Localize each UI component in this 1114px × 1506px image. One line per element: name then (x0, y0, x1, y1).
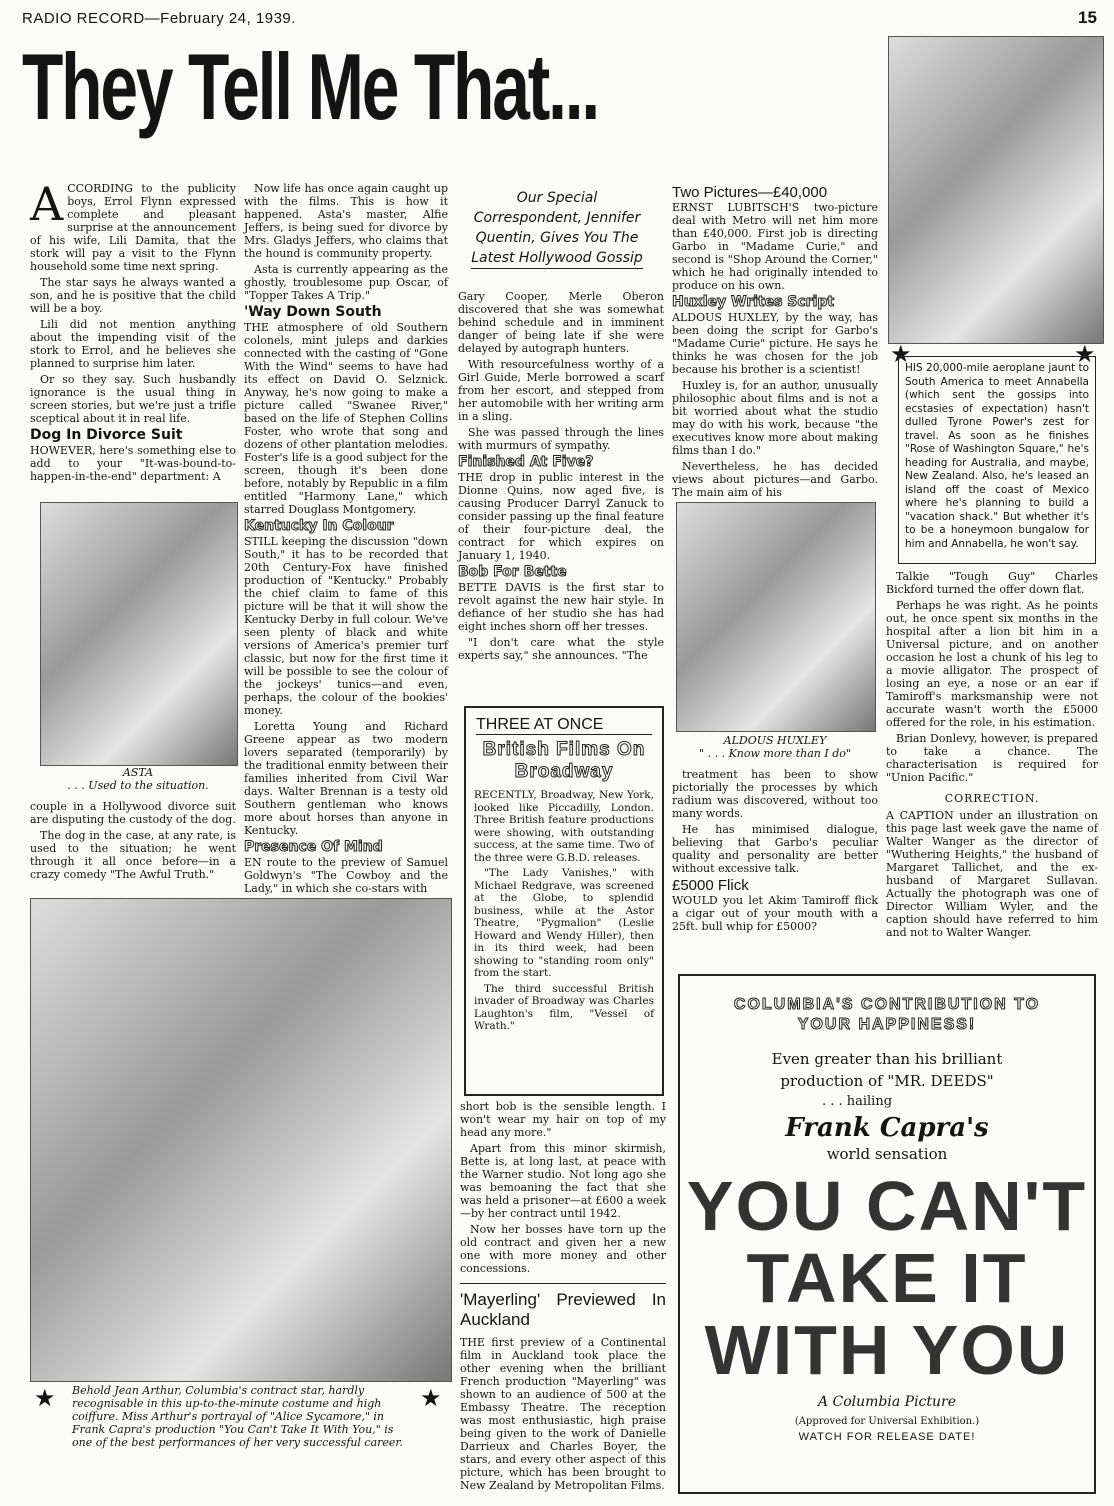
intro-line: Correspondent, Jennifer (473, 210, 641, 226)
subheading: Dog In Divorce Suit (30, 427, 183, 443)
paragraph: Talkie "Tough Guy" Charles Bickford turned the offer down flat. (886, 570, 1098, 596)
paragraph: couple in a Hollywood divorce suit are disputing the custody of the dog. (30, 800, 236, 826)
asta-caption-block (40, 766, 236, 792)
intro-line: Our Special (516, 190, 598, 206)
intro-line: Latest Hollywood Gossip (471, 248, 643, 269)
subheading: Huxley Writes Script (672, 294, 835, 310)
paragraph: "The Lady Vanishes," with Michael Redgrave, was screened at the Globe, to splendid business, while at the Astor Theatre, "Pygmalion" (Leslie Howard and Wendy Hiller), then in its third week, had been showing to "standing room only" from the start. (474, 867, 654, 979)
paragraph: A CAPTION under an illustration on this page last week gave the name of Walter Wanger as the director of "Wuthering Heights," the husband of Margaret Tallichet, and the ex-husband of Margaret Sullavan. Actually the photograph was one of Director William Wyler, and the caption should have referred to him and not to Walter Wanger. (886, 809, 1098, 939)
box-kicker: THREE AT ONCE (476, 716, 652, 735)
subheading: Kentucky In Colour (244, 518, 394, 534)
subheading: Finished At Five? (458, 454, 594, 470)
box-heading: British Films On Broadway (482, 739, 646, 782)
subheading: Presence Of Mind (244, 839, 383, 855)
ad-line: . . . hailing (821, 1094, 893, 1109)
ad-line: world sensation (826, 1145, 948, 1163)
column-3-continued (460, 1100, 666, 1495)
paragraph: Now life has once again caught up with the films. This is how it happened. Asta's master, Alfie Jeffers, is being sued for divorce by Mrs. Gladys Jeffers, who claims that the hound is community property. (244, 182, 448, 260)
paragraph: Huxley is, for an author, unusually philosophic about films and is not a bit worried about what the studio may do with his work, because "the executives know more about making films than I do." (672, 379, 878, 457)
paragraph: ALDOUS HUXLEY, by the way, has been doing the script for Garbo's "Madame Curie" picture. He says he thinks he was chosen for the job because his brother is a scientist! (672, 311, 878, 376)
page-number: 15 (1078, 8, 1097, 27)
paragraph: THE atmosphere of old Southern colonels, mint juleps and darkies connected with the casting of "Gone With the Wind" seems to have had its effect on David O. Selznick. Anyway, he's now going to make a picture called "Swanee River," based on the life of Stephen Collins Foster, who wrote that song and dozens of other plantation melodies. Foster's life is a good subject for the screen, though it's been done before, notably by Republic in a film entitled "Harmony Lane," which starred Douglass Montgomery. (244, 321, 448, 516)
star-icon: ★ (890, 340, 912, 368)
drop-cap: A (30, 177, 64, 231)
column-4-continued (672, 768, 878, 936)
masthead: They Tell Me That... (22, 34, 599, 139)
columbia-advertisement (678, 974, 1096, 1494)
paragraph: Gary Cooper, Merle Oberon discovered that she was somewhat behind schedule and in imminent danger of being late if she were delayed by autograph hunters. (458, 290, 664, 355)
column-2 (244, 182, 448, 898)
paragraph: THE first preview of a Continental film in Auckland took place the other evening when the brilliant French production "Mayerling" was shown to an audience of 500 at the Embassy Theatre. The reception was most enthusiastic, high praise being given to the work of Danielle Darrieux and Charles Boyer, the stars, and every other aspect of this picture, which has been brought to New Zealand by Metropolitan Films. (460, 1336, 666, 1492)
asta-photo (40, 502, 238, 766)
british-films-box (464, 706, 664, 1096)
paragraph: BETTE DAVIS is the first star to revolt against the new hair style. In defiance of her studio she has had eight inches shorn off her tresses. (458, 581, 664, 633)
paragraph: Nevertheless, he has decided views about pictures—and Garbo. The main aim of his (672, 460, 878, 499)
paragraph: She was passed through the lines with murmurs of sympathy. (458, 426, 664, 452)
paragraph: Brian Donlevy, however, is prepared to take a chance. The characterisation is required for "Union Pacific." (886, 732, 1098, 784)
paragraph: With resourcefulness worthy of a Girl Guide, Merle borrowed a scarf from her escort, and stepped from her automobile with her writing arm in a sling. (458, 358, 664, 423)
paragraph: STILL keeping the discussion "down South," it has to be recorded that 20th Century-Fox have finished production of "Kentucky." Probably the chief claim to fame of this picture will be that it will show the Kentucky Derby in full colour. We've seen plenty of black and white versions of America's premier turf classic, but now for the first time it will be possible to see the colour of the jockeys' tunics—and even, perhaps, the colour of the bookies' money. (244, 535, 448, 717)
paragraph: "I don't care what the style experts say," she announces. "The (458, 636, 664, 662)
tyrone-power-caption: HIS 20,000-mile aeroplane jaunt to South America to meet Annabella (which sent the gossips into ecstasies of expectation) hasn't dulled Tyrone Power's zest for travel. As soon as he finishes "Rose of Washington Square," he's heading for Australia, and maybe, New Zealand. Also, he's leased an island off the coast of Mexico where he's planning to build a "vacation shack." But whether it's to be a honeymoon bungalow for him and Annabella, he won't say. (905, 362, 1089, 550)
ad-big-title: WITH YOU (704, 1311, 1070, 1389)
jean-arthur-caption: Behold Jean Arthur, Columbia's contract star, hardly recognisable in this up-to-the-minute costume and high coiffure. Miss Arthur's portrayal of "Alice Sycamore," in Frank Capra's production "You Can't Take It With You," is one of the best performances of her very successful career. (72, 1384, 403, 1449)
paragraph: The third successful British invader of Broadway was Charles Laughton's film, "Vessel of Wrath." (474, 982, 654, 1032)
paragraph: CCORDING to the publicity boys, Errol Flynn expressed complete and pleasant surprise at the announcement of his wife, Lili Damita, that the stork will pay a visit to the Flynn household some time next spring. (30, 182, 236, 273)
box-body (466, 787, 662, 1038)
paragraph: Loretta Young and Richard Greene appear as two modern lovers separated (temporarily) by the traditional enmity between their families inherited from Civil War days. Walter Brennan is a testy old Southern gentleman who knows more about horses than anyone in Kentucky. (244, 720, 448, 837)
tyrone-power-caption-box (898, 356, 1096, 564)
tyrone-power-photo (888, 36, 1104, 344)
paragraph: ERNST LUBITSCH'S two-picture deal with Metro will net him more than £40,000. First job is directing Garbo in "Madame Curie," and second is "Shop Around the Corner," which he had originally intended to produce on his own. (672, 201, 878, 292)
publication-header: RADIO RECORD—February 24, 1939. (22, 10, 296, 27)
capra-signature: Frank Capra's (785, 1113, 989, 1143)
subheading: 'Way Down South (244, 304, 382, 320)
paragraph: Perhaps he was right. As he points out, he once spent six months in the hospital after a lion bit him in a Universal picture, and on another occasion he lost a chunk of his leg to a movie alligator. The prospect of losing an eye, a nose or an ear if Tamiroff's marksmanship were not accurate wasn't worth the £5000 offered for the role, in his estimation. (886, 599, 1098, 729)
ad-big-title: YOU CAN'T (686, 1167, 1088, 1245)
column-3 (458, 290, 664, 665)
subheading: Two Pictures—£40,000 (672, 184, 828, 201)
asta-title: ASTA (122, 766, 154, 779)
column-1 (30, 177, 236, 486)
huxley-name: ALDOUS HUXLEY (723, 734, 827, 747)
subheading: Bob For Bette (458, 564, 567, 580)
column-1-continued (30, 800, 236, 884)
paragraph: short bob is the sensible length. I won't wear my hair on top of my head any more." (460, 1100, 666, 1139)
intro-line: Quentin, Gives You The (475, 230, 639, 246)
ad-big-title: TAKE IT (746, 1239, 1028, 1317)
column-5 (886, 570, 1098, 942)
paragraph: Lili did not mention anything about the impending visit of the stork to Errol, and he believes she planned to surprise him later. (30, 318, 236, 370)
ad-approval: (Approved for Universal Exhibition.) (794, 1416, 980, 1427)
columbia-logo: A Columbia Picture (817, 1394, 957, 1410)
paragraph: treatment has been to show pictorially the processes by which radium was discovered, without too many words. (672, 768, 878, 820)
huxley-caption: " . . . Know more than I do" (699, 747, 851, 760)
paragraph: Apart from this minor skirmish, Bette is, at long last, at peace with the Warner studio. Not long ago she was bemoaning the fact that she was held a prisoner—at £600 a week—by her contract until 1942. (460, 1142, 666, 1220)
paragraph: WOULD you let Akim Tamiroff flick a cigar out of your mouth with a 25ft. bull whip for £5000? (672, 894, 878, 933)
column-4 (672, 182, 878, 502)
paragraph: The dog in the case, at any rate, is used to the situation; he went through it all once before—in a crazy comedy "The Awful Truth." (30, 829, 236, 881)
intro-box (458, 188, 656, 269)
jean-arthur-photo (30, 898, 452, 1382)
paragraph: Asta is currently appearing as the ghostly, troublesome pup Oscar, of "Topper Takes A Trip." (244, 263, 448, 302)
star-icon: ★ (34, 1384, 56, 1412)
subheading: 'Mayerling' Previewed In Auckland (460, 1283, 666, 1330)
aldous-huxley-photo (676, 502, 876, 732)
ad-line: production of "MR. DEEDS" (780, 1072, 994, 1090)
paragraph: The star says he always wanted a son, and he is positive that the child will be a boy. (30, 276, 236, 315)
star-icon: ★ (1074, 340, 1096, 368)
ad-title-line: COLUMBIA'S CONTRIBUTION TO (733, 996, 1041, 1013)
paragraph: RECENTLY, Broadway, New York, looked like Piccadilly, London. Three British feature productions were showing, with outstanding success, at the same time. Two of the three were G.B.D. releases. (474, 789, 654, 864)
huxley-caption-block (676, 734, 874, 760)
paragraph: HOWEVER, here's something else to add to your "It-was-bound-to-happen-in-the-end" department: A (30, 444, 236, 483)
correction-heading: CORRECTION. (944, 792, 1040, 805)
subheading: £5000 Flick (672, 877, 749, 894)
paragraph: EN route to the preview of Samuel Goldwyn's "The Cowboy and the Lady," in which she co-stars with (244, 856, 448, 895)
paragraph: He has minimised dialogue, believing that Garbo's peculiar quality and personality are better without excessive talk. (672, 823, 878, 875)
star-icon: ★ (420, 1384, 442, 1412)
ad-watch: WATCH FOR RELEASE DATE! (798, 1431, 976, 1443)
paragraph: Now her bosses have torn up the old contract and given her a new one with more money and other concessions. (460, 1223, 666, 1275)
paragraph: Or so they say. Such husbandly ignorance is the usual thing in screen stories, but we're just a trifle sceptical about it in real life. (30, 373, 236, 425)
paragraph: THE drop in public interest in the Dionne Quins, now aged five, is causing Producer Darryl Zanuck to consider passing up the final feature of their four-picture deal, the contract for which expires on January 1, 1940. (458, 471, 664, 562)
ad-title-line: YOUR HAPPINESS! (797, 1016, 977, 1033)
ad-line: Even greater than his brilliant (771, 1050, 1003, 1068)
asta-caption: . . . Used to the situation. (67, 779, 209, 792)
